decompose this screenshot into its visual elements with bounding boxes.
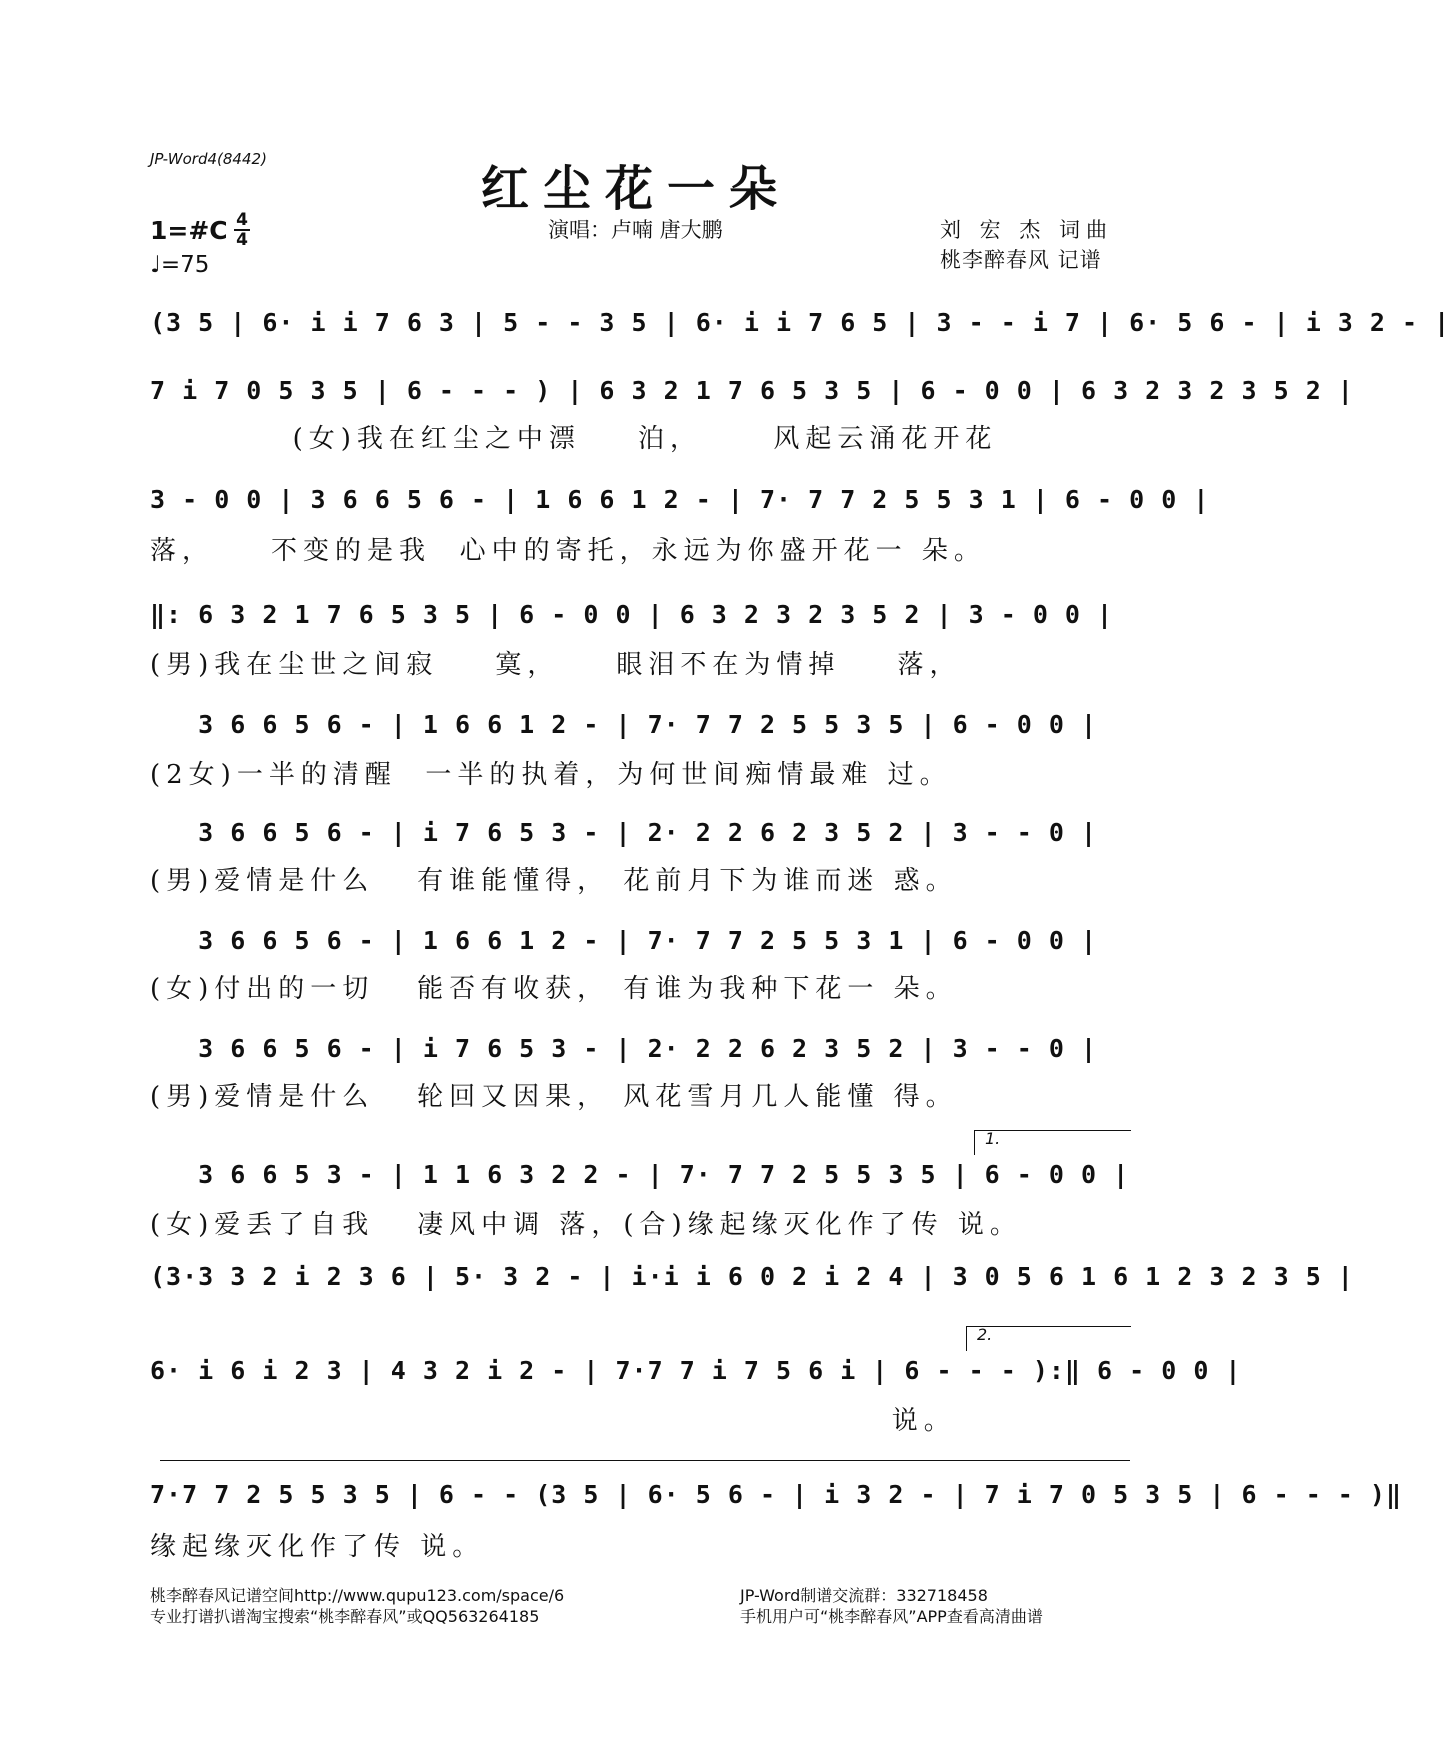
software-label: JP-Word4(8442): [150, 150, 267, 168]
composer-credit: 刘 宏 杰 词曲: [940, 218, 1114, 242]
volta-bracket: [966, 1326, 1131, 1351]
singer-credit: 演唱：卢喃 唐大鹏: [548, 218, 723, 242]
volta-bracket: [974, 1130, 1131, 1155]
lyric-line: (男)爱情是什么 轮回又因果， 风花雪月几人能懂 得。: [150, 1082, 958, 1112]
notation-line: 7 i 7 0 5 3 5 | 6 - - - ) | 6 3 2 1 7 6 5 3 5 | 6 - 0 0 | 6 3 2 3 2 3 5 2 |: [150, 376, 1354, 405]
notation-line: 3 6 6 5 6 - | 1 6 6 1 2 - | 7· 7 7 2 5 5 3 1 | 6 - 0 0 |: [150, 926, 1098, 955]
footer-note: 专业打谱扒谱淘宝搜索“桃李醉春风”或QQ563264185: [150, 1607, 540, 1626]
page-title: 红尘花一朵: [480, 161, 791, 217]
time-sig-top: 4: [236, 210, 248, 230]
lyric-line: 落， 不变的是我 心中的寄托，永远为你盛开花一 朵。: [150, 536, 986, 566]
notation-line: 3 6 6 5 6 - | i 7 6 5 3 - | 2· 2 2 6 2 3 5 2 | 3 - - 0 |: [150, 818, 1098, 847]
lyric-line: (男)我在尘世之间寂 寞， 眼泪不在为情掉 落，: [150, 650, 962, 680]
notation-line: 6· i 6 i 2 3 | 4 3 2 i 2 - | 7·7 7 i 7 5 6 i | 6 - - - ):‖ 6 - 0 0 |: [150, 1356, 1242, 1385]
footer-url: 桃李醉春风记谱空间http://www.qupu123.com/space/6: [150, 1586, 565, 1605]
transcriber-credit: 桃李醉春风 记谱: [940, 248, 1102, 272]
tempo-marking: ♩=75: [150, 252, 210, 278]
footer-group: JP-Word制谱交流群：332718458: [740, 1586, 988, 1605]
time-signature: [234, 212, 250, 248]
notation-line: (3·3 3 2 i 2 3 6 | 5· 3 2 - | i·i i 6 0 2 i 2 4 | 3 0 5 6 1 6 1 2 3 2 3 5 |: [150, 1262, 1354, 1291]
notation-line: 3 - 0 0 | 3 6 6 5 6 - | 1 6 6 1 2 - | 7· 7 7 2 5 5 3 1 | 6 - 0 0 |: [150, 485, 1210, 514]
notation-line: 3 6 6 5 6 - | i 7 6 5 3 - | 2· 2 2 6 2 3 5 2 | 3 - - 0 |: [150, 1034, 1098, 1063]
lyric-line: (女)付出的一切 能否有收获， 有谁为我种下花一 朵。: [150, 974, 958, 1004]
lyric-line: (2女)一半的清醒 一半的执着，为何世间痴情最难 过。: [150, 760, 952, 790]
time-sig-bottom: 4: [236, 230, 248, 250]
notation-line: 3 6 6 5 3 - | 1 1 6 3 2 2 - | 7· 7 7 2 5 5 3 5 | 6 - 0 0 |: [150, 1160, 1130, 1189]
coda-line: [160, 1460, 1130, 1461]
notation-line: 7·7 7 2 5 5 3 5 | 6 - - (3 5 | 6· 5 6 - | i 3 2 - | 7 i 7 0 5 3 5 | 6 - - - )‖: [150, 1480, 1402, 1509]
volta-label: 1.: [985, 1129, 1001, 1148]
footer-app-note: 手机用户可“桃李醉春风”APP查看高清曲谱: [740, 1607, 1043, 1626]
notation-line: ‖: 6 3 2 1 7 6 5 3 5 | 6 - 0 0 | 6 3 2 3 2 3 5 2 | 3 - 0 0 |: [150, 600, 1114, 629]
lyric-line: (女)爱丢了自我 凄风中调 落，(合)缘起缘灭化作了传 说。: [150, 1210, 1022, 1240]
lyric-line: (男)爱情是什么 有谁能懂得， 花前月下为谁而迷 惑。: [150, 866, 958, 896]
notation-line: 3 6 6 5 6 - | 1 6 6 1 2 - | 7· 7 7 2 5 5 3 5 | 6 - 0 0 |: [150, 710, 1098, 739]
volta-label: 2.: [977, 1325, 993, 1344]
lyric-line: (女)我在红尘之中漂 泊， 风起云涌花开花: [150, 424, 998, 454]
lyric-line: 缘起缘灭化作了传 说。: [150, 1532, 485, 1562]
notation-line: (3 5 | 6· i i 7 6 3 | 5 - - 3 5 | 6· i i 7 6 5 | 3 - - i 7 | 6· 5 6 - | i 3 2 - |: [150, 308, 1450, 337]
key-signature: 1=#C: [150, 216, 228, 245]
lyric-line: 说。: [150, 1406, 956, 1436]
